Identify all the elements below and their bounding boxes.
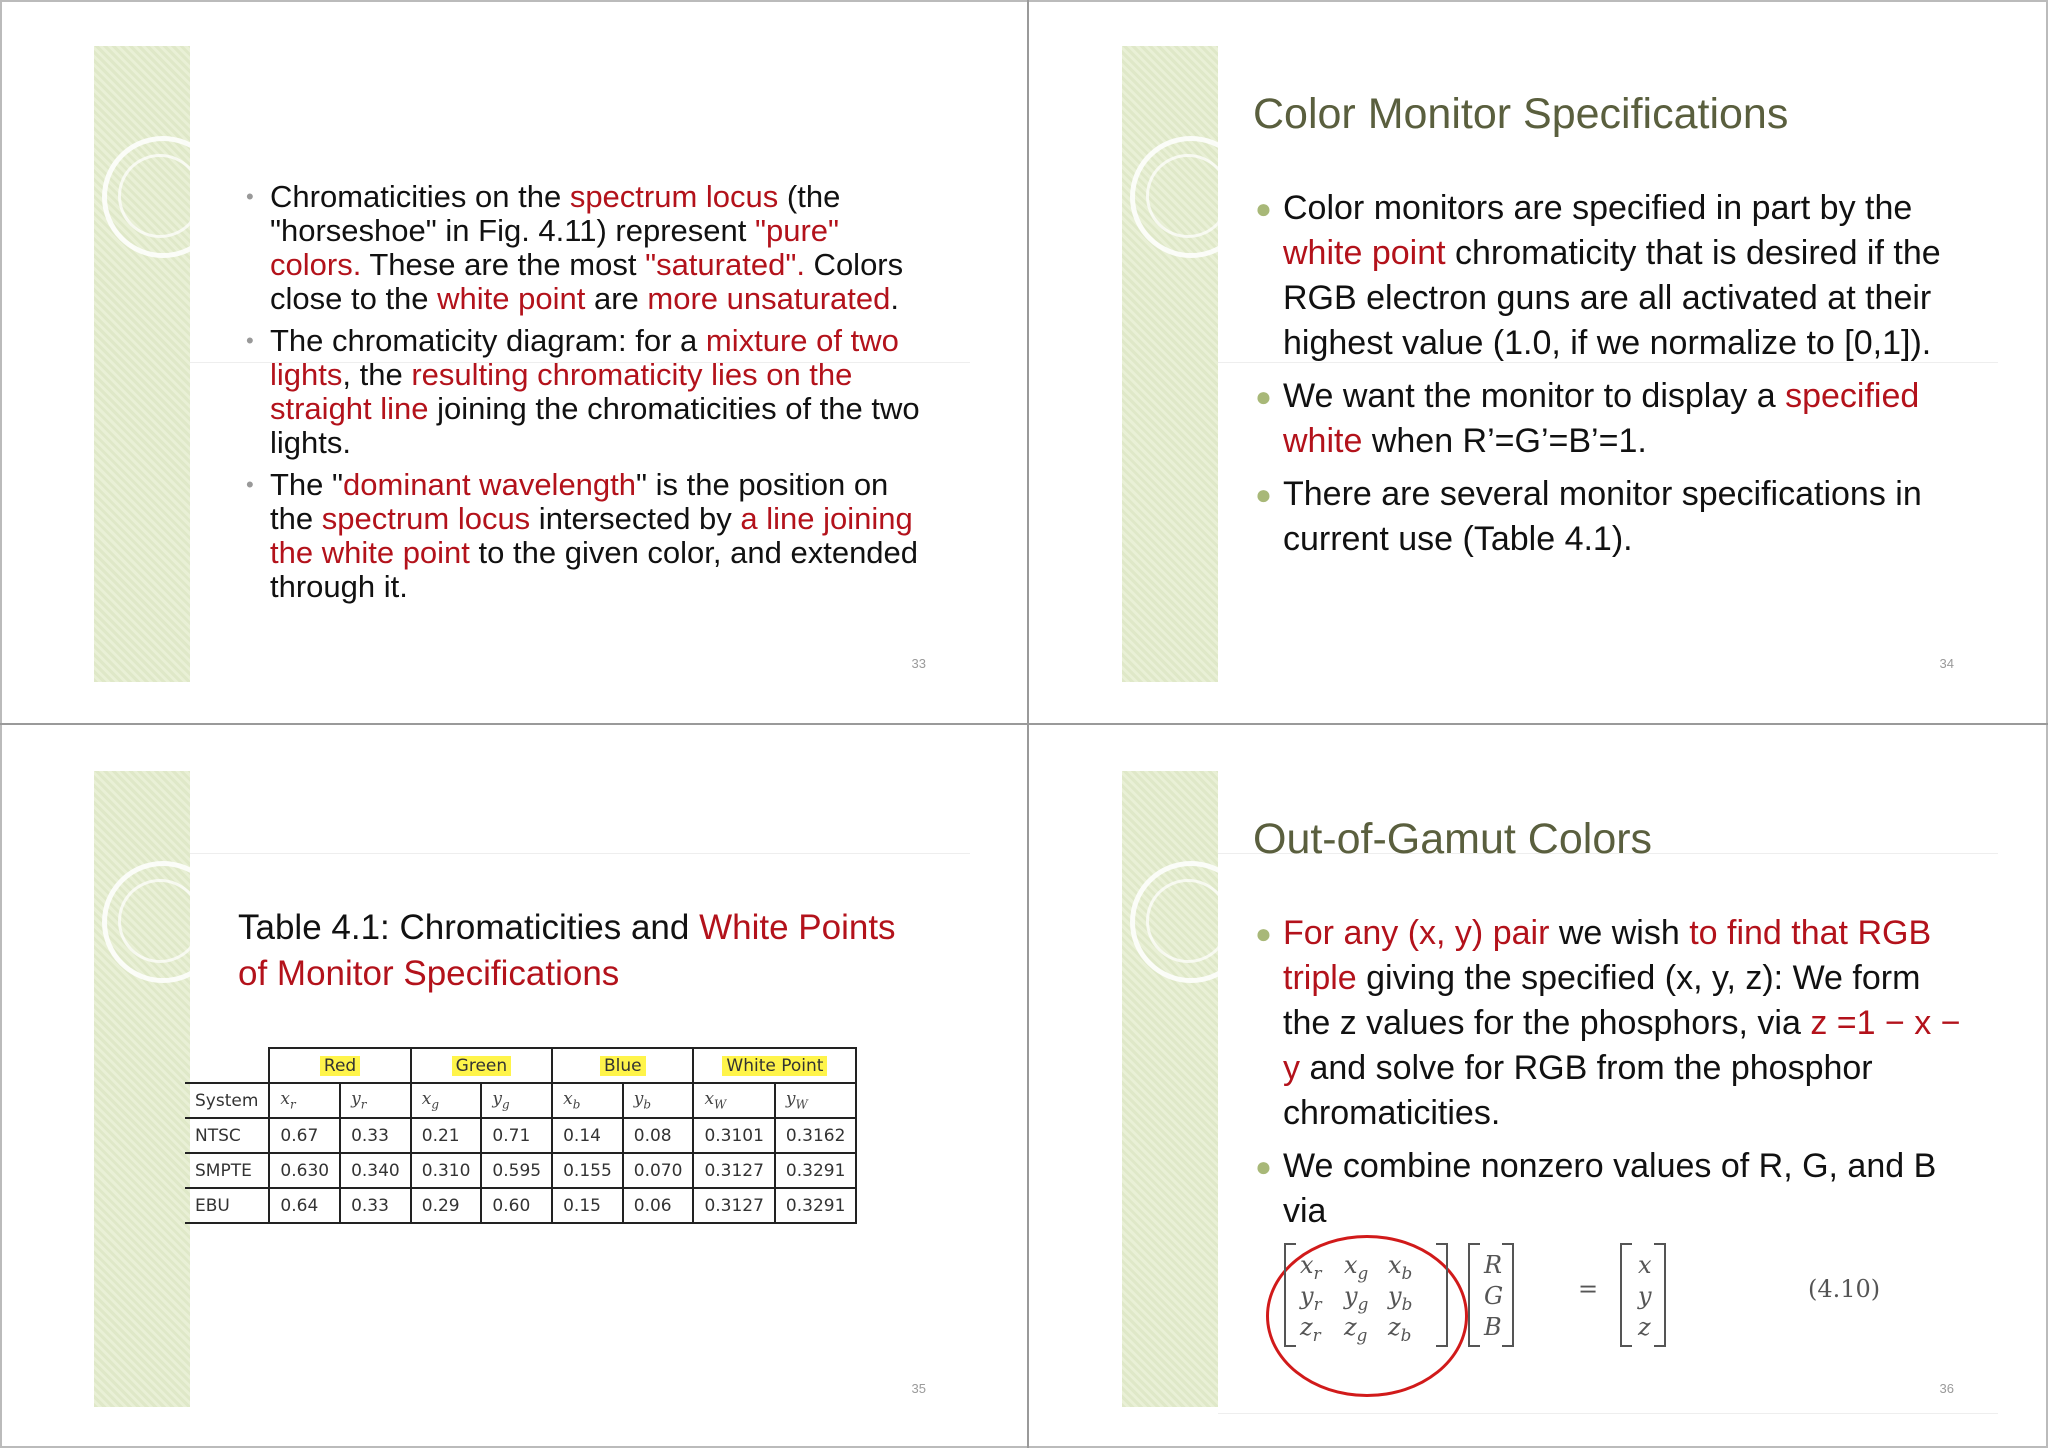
table-cell: 0.3101 <box>693 1118 774 1153</box>
body-text: The chromaticity diagram: for a <box>270 323 706 358</box>
table-cell: 0.3291 <box>775 1188 856 1223</box>
table-caption-prefix: Table 4.1: Chromaticities and <box>238 908 700 947</box>
table-cell: 0.08 <box>623 1118 694 1153</box>
table-row <box>185 1188 856 1223</box>
bullet-item <box>1255 472 1963 562</box>
page-number: 35 <box>911 1381 926 1396</box>
matrix-row: B <box>1484 1313 1502 1341</box>
table-cell: 0.15 <box>552 1188 623 1223</box>
decorative-side-bar <box>1122 771 1218 1407</box>
emphasis-text: white point <box>437 281 586 316</box>
body-text: chromaticity that is desired if the RGB electron guns are all activated at their highest value (1.0, if we normalize to [0,1]). <box>1283 234 1941 362</box>
emphasis-text: "saturated". <box>645 247 805 282</box>
table-cell: 0.595 <box>481 1153 552 1188</box>
bullet-dot-icon: • <box>246 184 254 209</box>
table-subheader-row <box>185 1083 856 1118</box>
emphasis-text: "pure" colors. <box>270 213 840 282</box>
table-subheader-cell: $y_b$ <box>623 1083 694 1118</box>
table-cell: 0.14 <box>552 1118 623 1153</box>
bullet-list <box>1255 911 1963 1242</box>
group-header-green: Green <box>411 1048 552 1083</box>
emphasis-text: more unsaturated <box>647 281 891 316</box>
table-cell: 0.06 <box>623 1188 694 1223</box>
body-text: are <box>585 281 648 316</box>
bullet-dot-icon: ● <box>1255 193 1272 224</box>
table-cell: 0.60 <box>481 1188 552 1223</box>
matrix-row: y <box>1638 1282 1652 1310</box>
group-header-white-point: White Point <box>693 1048 856 1083</box>
bullet-dot-icon: ● <box>1255 479 1272 510</box>
emphasis-text: a line joining the white point <box>270 501 913 570</box>
table-cell: 0.3162 <box>775 1118 856 1153</box>
emphasis-text: For any (x, y) pair <box>1283 914 1550 952</box>
body-text: joining the chromaticities of the two lights. <box>270 391 920 460</box>
body-text: when R’=G’=B’=1. <box>1362 422 1647 460</box>
body-text: intersected by <box>530 501 741 536</box>
table-subheader-cell: $x_b$ <box>552 1083 623 1118</box>
body-text: and solve for RGB from the phosphor chromaticities. <box>1283 1049 1873 1132</box>
table-caption-highlight: White Points of Monitor Specifications <box>238 908 896 993</box>
table-cell: 0.310 <box>411 1153 482 1188</box>
table-corner-cell <box>185 1048 269 1083</box>
decorative-ring-inner <box>1146 154 1230 238</box>
xyz-bracket-left <box>1620 1243 1632 1347</box>
matrix-row: G <box>1484 1282 1504 1310</box>
body-text: Chromaticities on the <box>270 179 570 214</box>
emphasis-text: spectrum locus <box>569 179 779 214</box>
matrix-row: $z_r$ $z_g$ $z_b$ <box>1300 1313 1412 1345</box>
system-header: System <box>185 1083 269 1118</box>
table-cell: 0.21 <box>411 1118 482 1153</box>
xyz-bracket-right <box>1654 1243 1666 1347</box>
body-text: Color monitors are specified in part by the <box>1283 189 1913 227</box>
bullet-item <box>1255 374 1963 464</box>
bullet-item <box>246 323 930 460</box>
table-caption <box>238 905 918 997</box>
body-text: (the "horseshoe" in Fig. 4.11) represent <box>270 179 841 248</box>
page-number: 34 <box>1939 656 1954 671</box>
bullet-item <box>246 179 930 316</box>
table-cell: 0.3127 <box>693 1188 774 1223</box>
body-text: We want the monitor to display a <box>1283 377 1786 415</box>
decorative-ring-inner <box>1146 879 1230 963</box>
rgb-bracket-left <box>1468 1243 1480 1347</box>
body-text: Colors close to the <box>270 247 904 316</box>
table-row <box>185 1153 856 1188</box>
decorative-side-bar <box>94 771 190 1407</box>
table-cell: 0.3291 <box>775 1153 856 1188</box>
decorative-side-bar <box>1122 46 1218 682</box>
table-row <box>185 1118 856 1153</box>
emphasis-text: z =1 − x − y <box>1283 1004 1961 1087</box>
faint-rule-bottom <box>1218 1413 1998 1414</box>
decorative-side-bar <box>94 46 190 682</box>
group-header-blue: Blue <box>552 1048 693 1083</box>
system-name-cell: SMPTE <box>185 1153 269 1188</box>
body-text: to the given color, and extended through it. <box>270 535 919 604</box>
rgb-bracket-right <box>1502 1243 1514 1347</box>
decorative-ring-inner <box>118 879 202 963</box>
bullet-dot-icon: • <box>246 472 254 497</box>
faint-rule <box>190 853 970 854</box>
bullet-dot-icon: ● <box>1255 381 1272 412</box>
bullet-list <box>1255 186 1963 570</box>
body-text: , the <box>342 357 412 392</box>
table-cell: 0.29 <box>411 1188 482 1223</box>
table-subheader-cell: $x_r$ <box>269 1083 340 1118</box>
table-cell: 0.33 <box>340 1118 411 1153</box>
emphasis-text: to find that RGB triple <box>1283 914 1932 997</box>
emphasis-text: mixture of two lights <box>270 323 899 392</box>
equation-4-10 <box>1260 1243 2020 1363</box>
slide-33 <box>12 10 1022 700</box>
table-cell: 0.3127 <box>693 1153 774 1188</box>
emphasis-text: spectrum locus <box>321 501 531 536</box>
matrix-row: z <box>1638 1313 1651 1341</box>
slide-title: Out-of-Gamut Colors <box>1253 815 1653 863</box>
matrix-bracket-right <box>1436 1243 1448 1347</box>
phosphor-matrix <box>1300 1251 1432 1344</box>
emphasis-text: white point <box>1283 234 1446 272</box>
chromaticity-table <box>185 1047 857 1224</box>
slide-35 <box>12 735 1022 1425</box>
table-group-header-row <box>185 1048 856 1083</box>
bullet-dot-icon: • <box>246 328 254 353</box>
matrix-row: x <box>1638 1251 1652 1279</box>
bullet-item <box>1255 1144 1963 1234</box>
bullet-item <box>246 467 930 604</box>
table-cell: 0.630 <box>269 1153 340 1188</box>
equals-sign: = <box>1578 1275 1599 1303</box>
matrix-bracket-left <box>1284 1243 1296 1347</box>
table-subheader-cell: $y_r$ <box>340 1083 411 1118</box>
body-text: we wish <box>1549 914 1690 952</box>
emphasis-text: resulting chromaticity lies on the straight line <box>270 357 853 426</box>
table-cell: 0.070 <box>623 1153 694 1188</box>
emphasis-text: specified white <box>1283 377 1920 460</box>
system-name-cell: EBU <box>185 1188 269 1223</box>
matrix-row: $x_r$ $x_g$ $x_b$ <box>1300 1251 1413 1283</box>
decorative-ring-inner <box>118 154 202 238</box>
horizontal-divider <box>0 723 2048 725</box>
table-subheader-cell: $y_W$ <box>775 1083 856 1118</box>
page-number: 36 <box>1939 1381 1954 1396</box>
slide-34 <box>1040 10 2048 700</box>
table-body <box>185 1118 856 1223</box>
table-cell: 0.67 <box>269 1118 340 1153</box>
slide-title: Color Monitor Specifications <box>1253 90 1789 138</box>
system-name-cell: NTSC <box>185 1118 269 1153</box>
body-text: There are several monitor specifications in current use (Table 4.1). <box>1283 475 1922 558</box>
bullet-item <box>1255 186 1963 366</box>
bullet-dot-icon: ● <box>1255 1151 1272 1182</box>
table-subheader-cell: $x_W$ <box>693 1083 774 1118</box>
page-number: 33 <box>911 656 926 671</box>
matrix-row: R <box>1484 1251 1503 1279</box>
body-text: giving the specified (x, y, z): We form the z values for the phosphors, via <box>1283 959 1921 1042</box>
bullet-list <box>246 179 930 612</box>
bullet-item <box>1255 911 1963 1136</box>
table-cell: 0.33 <box>340 1188 411 1223</box>
group-header-red: Red <box>269 1048 410 1083</box>
body-text: We combine nonzero values of R, G, and B via <box>1283 1147 1937 1230</box>
body-text: . <box>890 281 900 316</box>
table-cell: 0.340 <box>340 1153 411 1188</box>
matrix-row: $y_r$ $y_g$ $y_b$ <box>1300 1282 1413 1314</box>
body-text: " is the position on the <box>270 467 889 536</box>
table-subheader-cell: $y_g$ <box>481 1083 552 1118</box>
equation-number: (4.10) <box>1808 1275 1881 1303</box>
table-cell: 0.71 <box>481 1118 552 1153</box>
slide-36 <box>1040 735 2048 1425</box>
body-text: These are the most <box>361 247 646 282</box>
emphasis-text: dominant wavelength <box>343 467 637 502</box>
bullet-dot-icon: ● <box>1255 918 1272 949</box>
table-subheader-cell: $x_g$ <box>411 1083 482 1118</box>
table-cell: 0.155 <box>552 1153 623 1188</box>
body-text: The " <box>270 467 344 502</box>
table-cell: 0.64 <box>269 1188 340 1223</box>
sheet-border-top <box>0 0 2048 2</box>
